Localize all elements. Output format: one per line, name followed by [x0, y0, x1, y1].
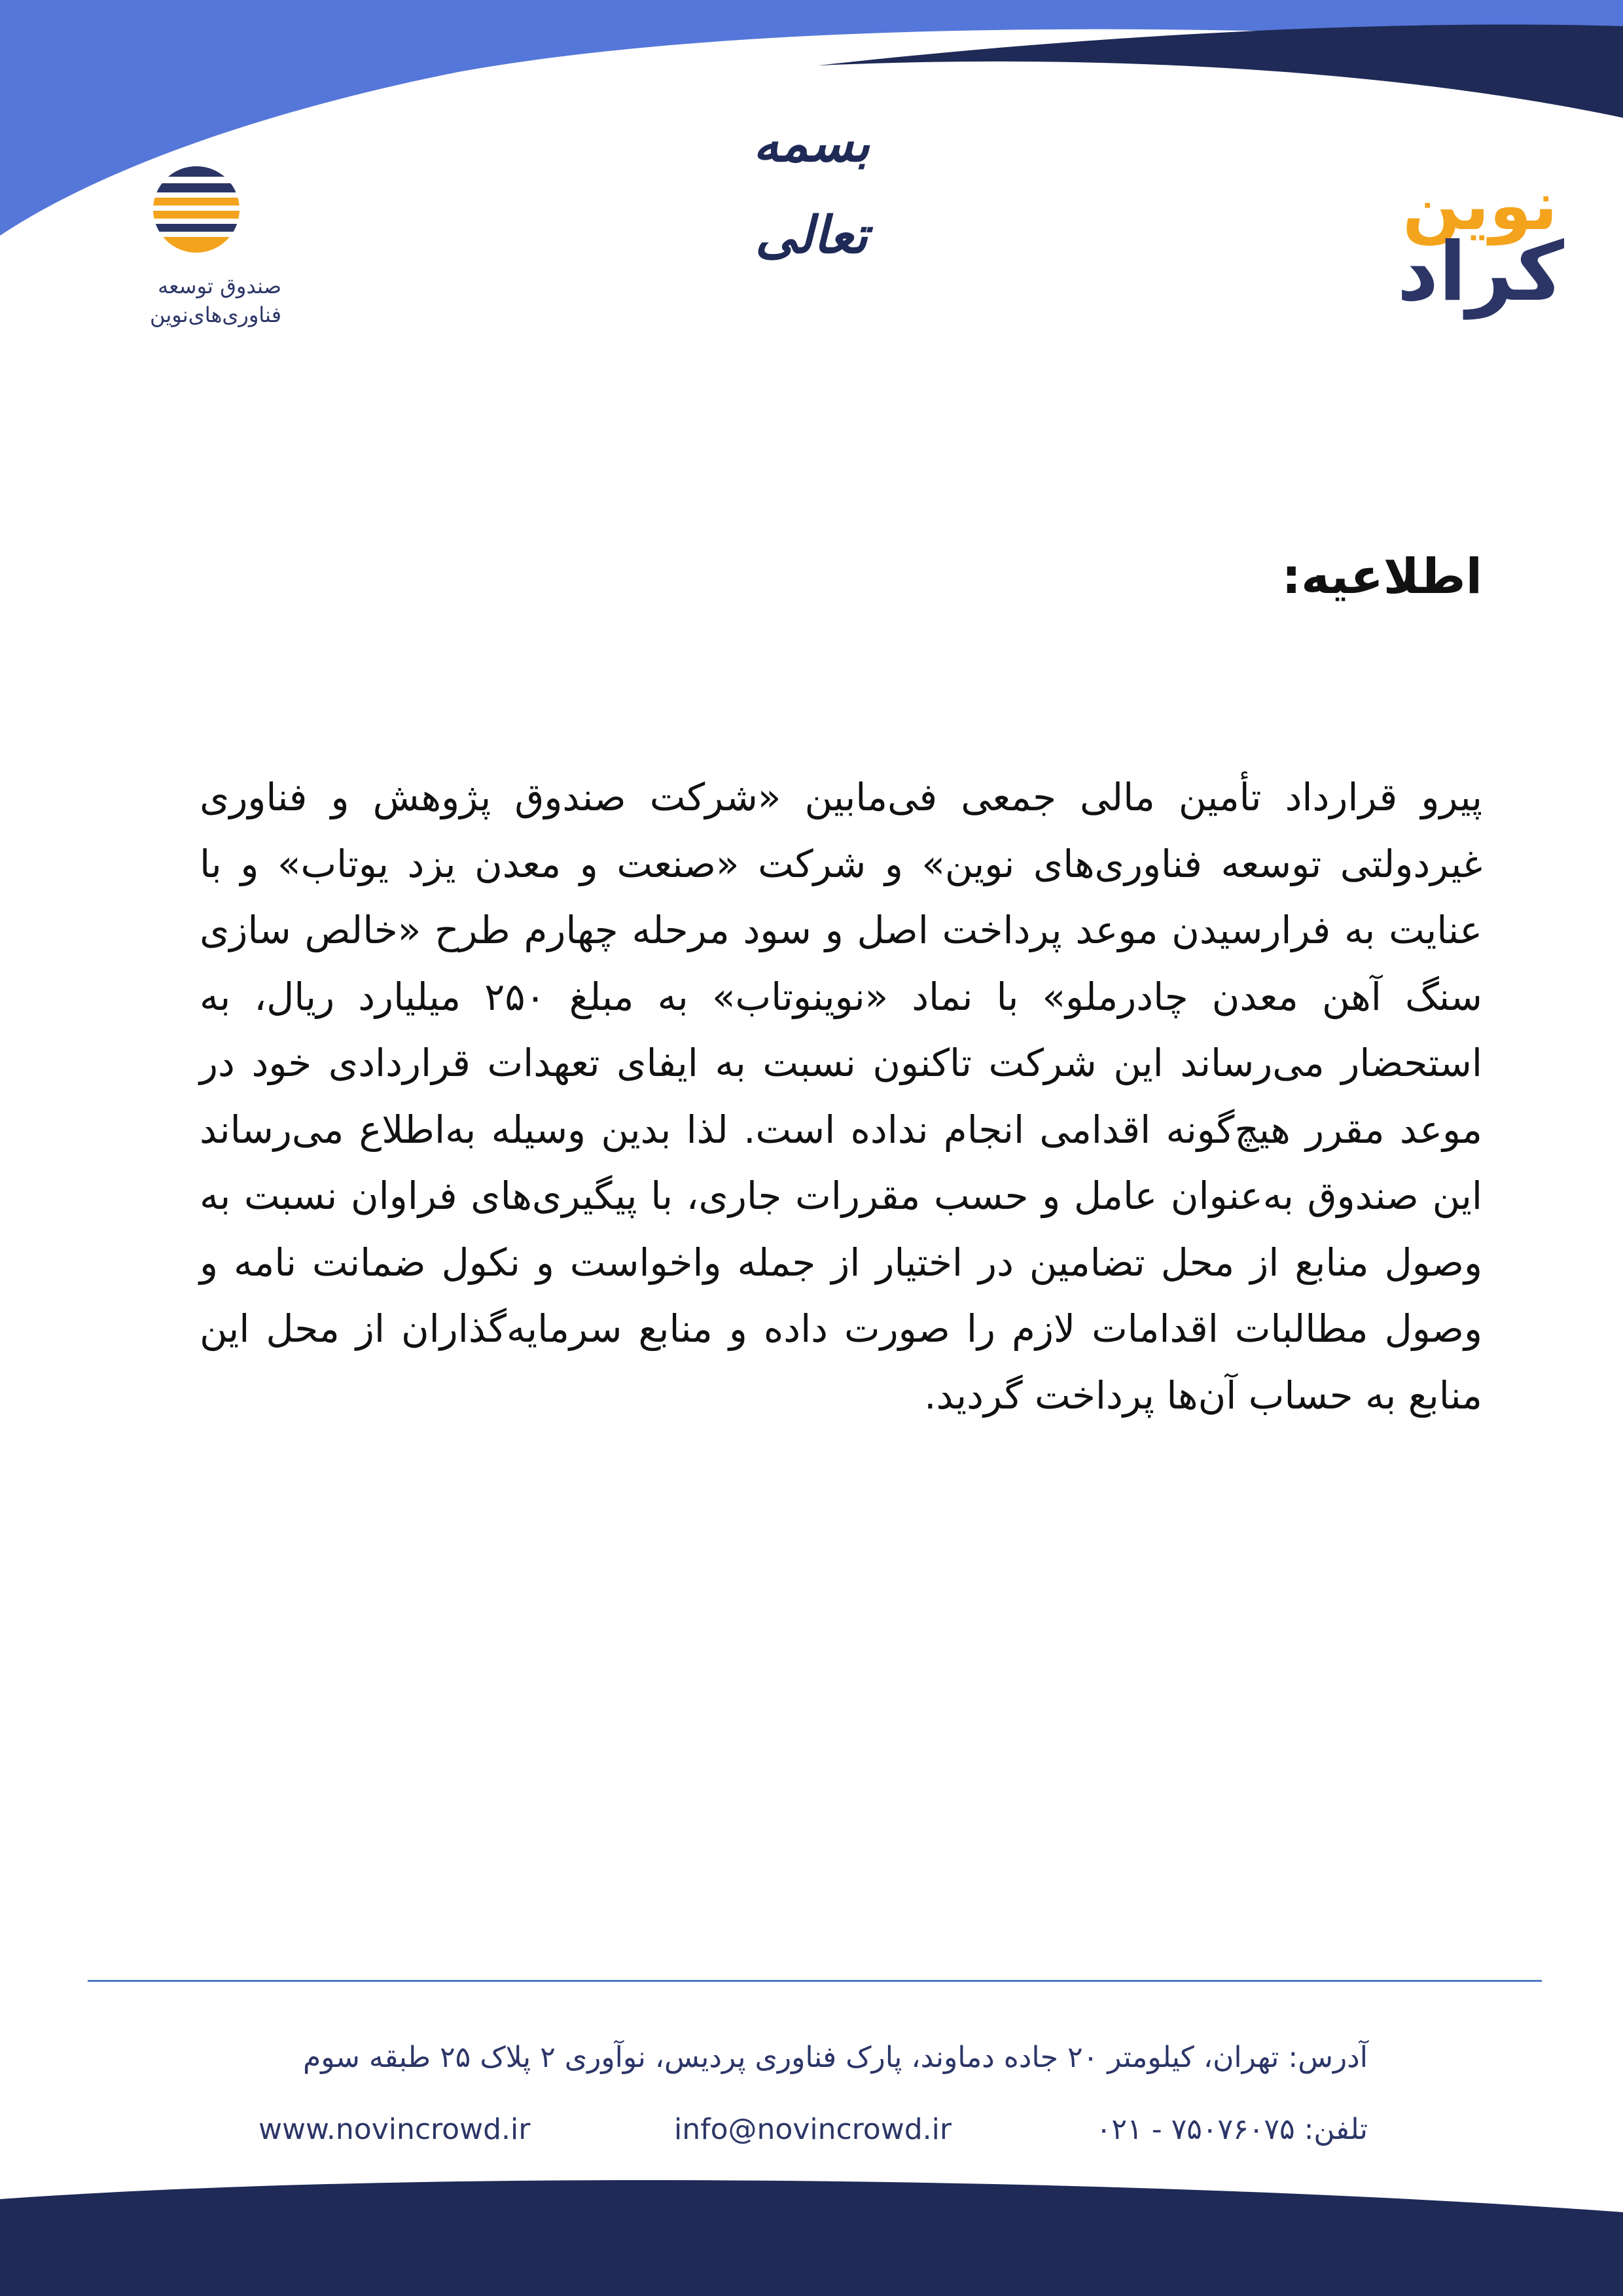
novincrowd-logo: [1381, 166, 1577, 319]
logo-word-novin: نوین: [1402, 166, 1558, 245]
partner-fund-logo: [111, 164, 281, 334]
partner-logo-line2: فناوری‌های‌نوین: [149, 302, 281, 327]
notice-title: اطلاعیه:: [1281, 548, 1482, 605]
footer-email-link[interactable]: info@novincrowd.ir: [674, 2113, 952, 2146]
bismillah-heading: بسمه تعالی: [753, 114, 870, 265]
footer-phone: تلفن: ۷۵۰۷۶۰۷۵ - ۰۲۱: [1096, 2113, 1368, 2146]
footer-divider: [88, 1980, 1542, 1982]
footer-website-link[interactable]: www.novincrowd.ir: [259, 2113, 531, 2146]
footer-wave: [0, 2173, 1623, 2296]
footer-address: آدرس: تهران، کیلومتر ۲۰ جاده دماوند، پارک فناوری پردیس، نوآوری ۲ پلاک ۲۵ طبقه سوم: [303, 2041, 1368, 2074]
notice-body: پیرو قرارداد تأمین مالی جمعی فی‌مابین «شرکت صندوق پژوهش و فناوری غیردولتی توسعه فناوری‌های نوین» و شرکت «صنعت و معدن یزد یوتاب» و با عنایت به فرارسیدن موعد پرداخت اصل و سود مرحله چهارم طرح «خالص سازی سنگ آهن معدن چادرملو» با نماد «نوینوتاب» به مبلغ ۲۵۰ میلیارد ریال، به استحضار می‌رساند این شرکت تاکنون نسبت به ایفای تعهدات قراردادی خود در موعد مقرر هیچ‌گونه اقدامی انجام نداده است. لذا بدین وسیله به‌اطلاع می‌رساند این صندوق به‌عنوان عامل و حسب مقررات جاری، با پیگیری‌های فراوان نسبت به وصول منابع از محل تضامین در اختیار از جمله واخواست و نکول ضمانت نامه و وصول مطالبات اقدامات لازم را صورت داده و منابع سرمایه‌گذاران از محل این منابع به حساب آن‌ها پرداخت گردید.: [200, 775, 1483, 1418]
striped-globe-icon: [151, 164, 242, 255]
partner-logo-line1: صندوق توسعه: [158, 274, 281, 298]
logo-word-krad: کراد: [1397, 225, 1564, 319]
